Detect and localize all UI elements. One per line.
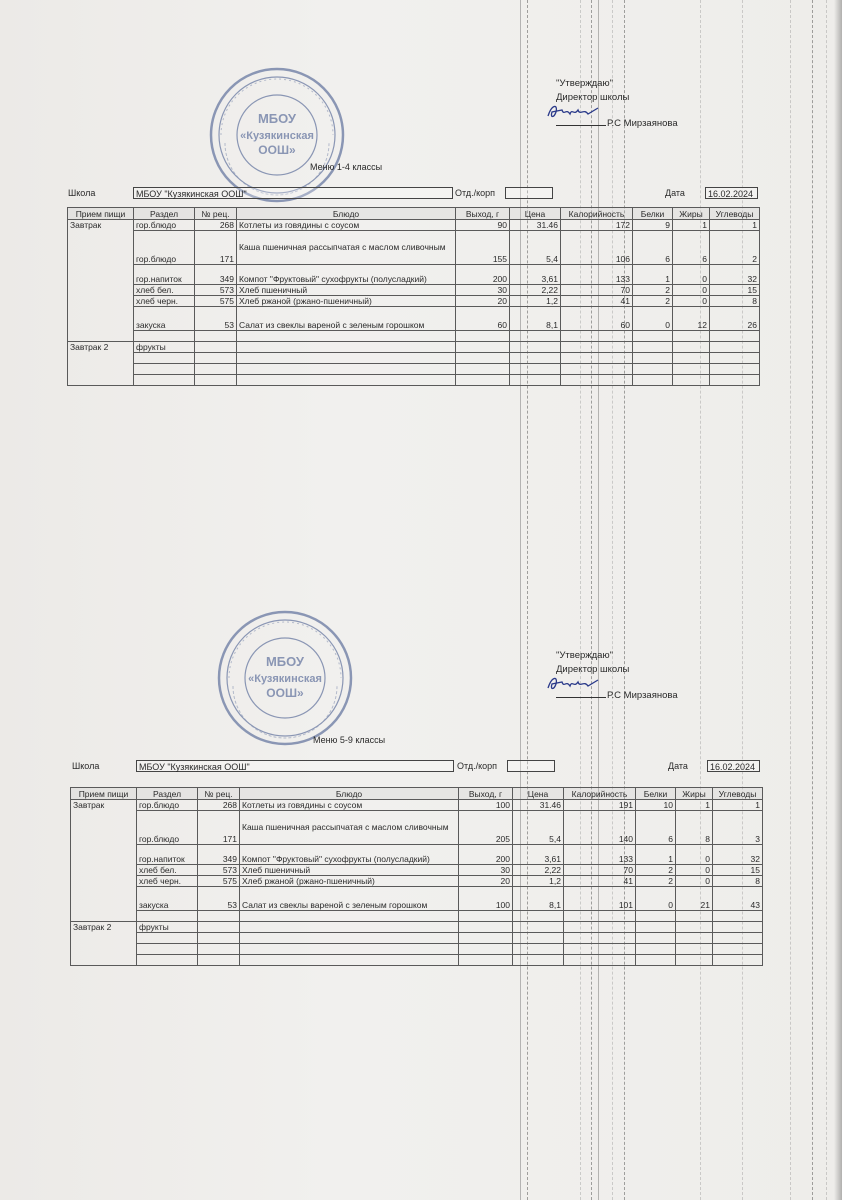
section-cell: хлеб черн. xyxy=(137,876,198,887)
school-field: МБОУ "Кузякинская ООШ" xyxy=(136,760,454,772)
kcal-cell: 133 xyxy=(561,265,633,285)
scan-streak xyxy=(580,0,581,1200)
weight-cell: 200 xyxy=(459,845,513,865)
table-row xyxy=(71,876,763,887)
weight-cell: 205 xyxy=(459,811,513,845)
menu-title: Меню 1-4 классы xyxy=(310,162,383,172)
approval-position: Директор школы xyxy=(556,92,630,103)
dish-cell: Хлеб пшеничный xyxy=(237,285,456,296)
section-cell: закуска xyxy=(137,887,198,911)
price-cell: 2,22 xyxy=(510,285,561,296)
stamp-name-2: ООШ» xyxy=(258,143,296,157)
col-header: Прием пищи xyxy=(68,208,134,220)
fat-cell: 0 xyxy=(673,285,710,296)
dish-cell: Хлеб ржаной (ржано-пшеничный) xyxy=(240,876,459,887)
kcal-cell: 41 xyxy=(564,876,636,887)
approval-name: Р.С Мирзаянова xyxy=(607,690,678,701)
meal-cell: Завтрак xyxy=(71,800,137,922)
signature-icon xyxy=(544,102,602,122)
kcal-cell: 191 xyxy=(564,800,636,811)
col-header: № рец. xyxy=(195,208,237,220)
kcal-cell: 41 xyxy=(561,296,633,307)
dept-label: Отд./корп xyxy=(457,761,497,771)
menu-title: Меню 5-9 классы xyxy=(313,735,386,745)
stamp-org: МБОУ xyxy=(265,654,305,669)
kcal-cell: 70 xyxy=(564,865,636,876)
col-header: Жиры xyxy=(673,208,710,220)
col-header: Жиры xyxy=(676,788,713,800)
table-row xyxy=(68,364,760,375)
fat-cell: 8 xyxy=(676,811,713,845)
protein-cell: 2 xyxy=(633,296,673,307)
dish-cell: Салат из свеклы вареной с зеленым горошком xyxy=(240,887,459,911)
fat-cell: 0 xyxy=(673,265,710,285)
carb-cell: 1 xyxy=(710,220,760,231)
col-header: Раздел xyxy=(137,788,198,800)
table-row xyxy=(68,296,760,307)
scan-streak xyxy=(700,0,701,1200)
date-field: 16.02.2024 xyxy=(705,187,758,199)
protein-cell: 6 xyxy=(636,811,676,845)
dish-cell: Хлеб пшеничный xyxy=(240,865,459,876)
fat-cell: 6 xyxy=(673,231,710,265)
carb-cell: 8 xyxy=(713,876,763,887)
approval-name: Р.С Мирзаянова xyxy=(607,118,678,129)
date-label: Дата xyxy=(665,188,685,198)
approval-block xyxy=(556,649,678,703)
kcal-cell: 60 xyxy=(561,307,633,331)
table-row xyxy=(68,353,760,364)
carb-cell: 8 xyxy=(710,296,760,307)
col-header: Углеводы xyxy=(710,208,760,220)
section-cell: закуска xyxy=(134,307,195,331)
protein-cell: 9 xyxy=(633,220,673,231)
recipe-cell: 171 xyxy=(195,231,237,265)
dish-cell: Котлеты из говядины с соусом xyxy=(240,800,459,811)
menu-table xyxy=(70,787,763,966)
recipe-cell: 53 xyxy=(195,307,237,331)
price-cell: 3,61 xyxy=(510,265,561,285)
col-header: Блюдо xyxy=(237,208,456,220)
weight-cell: 30 xyxy=(459,865,513,876)
section-cell: гор.блюдо xyxy=(137,800,198,811)
scan-streak xyxy=(520,0,521,1200)
school-label: Школа xyxy=(68,188,96,198)
carb-cell: 26 xyxy=(710,307,760,331)
scan-streak xyxy=(527,0,528,1200)
table-row xyxy=(68,307,760,331)
stamp-name-2: ООШ» xyxy=(266,686,304,700)
weight-cell: 200 xyxy=(456,265,510,285)
scan-streak xyxy=(790,0,791,1200)
round-stamp-icon xyxy=(207,65,347,205)
signature-line xyxy=(556,697,606,698)
carb-cell: 43 xyxy=(713,887,763,911)
recipe-cell: 349 xyxy=(195,265,237,285)
scan-streak xyxy=(612,0,613,1200)
price-cell: 31.46 xyxy=(513,800,564,811)
col-header: Белки xyxy=(636,788,676,800)
approval-title: "Утверждаю" xyxy=(556,78,613,89)
dish-cell: Каша пшеничная рассыпчатая с маслом сливочным xyxy=(237,231,456,265)
protein-cell: 1 xyxy=(633,265,673,285)
section-cell: хлеб черн. xyxy=(134,296,195,307)
carb-cell: 32 xyxy=(710,265,760,285)
section-cell: гор.блюдо xyxy=(134,220,195,231)
price-cell: 5,4 xyxy=(513,811,564,845)
meal-cell: Завтрак 2 xyxy=(71,922,137,966)
fat-cell: 0 xyxy=(676,876,713,887)
kcal-cell: 133 xyxy=(564,845,636,865)
protein-cell: 0 xyxy=(636,887,676,911)
fat-cell: 1 xyxy=(676,800,713,811)
col-header: Цена xyxy=(510,208,561,220)
price-cell: 31.46 xyxy=(510,220,561,231)
section-cell: гор.напиток xyxy=(134,265,195,285)
col-header: Прием пищи xyxy=(71,788,137,800)
fat-cell: 0 xyxy=(676,845,713,865)
table-row xyxy=(68,375,760,386)
recipe-cell: 349 xyxy=(198,845,240,865)
col-header: Блюдо xyxy=(240,788,459,800)
fat-cell: 0 xyxy=(673,296,710,307)
weight-cell: 100 xyxy=(459,800,513,811)
table-row xyxy=(68,285,760,296)
protein-cell: 6 xyxy=(633,231,673,265)
scan-edge-shadow xyxy=(834,0,842,1200)
col-header: Раздел xyxy=(134,208,195,220)
weight-cell: 100 xyxy=(459,887,513,911)
section-cell: гор.блюдо xyxy=(134,231,195,265)
kcal-cell: 101 xyxy=(564,887,636,911)
fat-cell: 12 xyxy=(673,307,710,331)
protein-cell: 1 xyxy=(636,845,676,865)
recipe-cell: 575 xyxy=(198,876,240,887)
col-header: Калорийность xyxy=(561,208,633,220)
protein-cell: 10 xyxy=(636,800,676,811)
price-cell: 1,2 xyxy=(513,876,564,887)
protein-cell: 2 xyxy=(636,865,676,876)
kcal-cell: 172 xyxy=(561,220,633,231)
col-header: Углеводы xyxy=(713,788,763,800)
col-header: Белки xyxy=(633,208,673,220)
kcal-cell: 106 xyxy=(561,231,633,265)
scan-streak xyxy=(598,0,599,1200)
section-cell: фрукты xyxy=(137,922,198,933)
col-header: Выход, г xyxy=(456,208,510,220)
meal-cell: Завтрак xyxy=(68,220,134,342)
approval-position: Директор школы xyxy=(556,664,630,675)
price-cell: 1,2 xyxy=(510,296,561,307)
table-row xyxy=(68,331,760,342)
price-cell: 8,1 xyxy=(513,887,564,911)
table-row xyxy=(71,845,763,865)
col-header: Выход, г xyxy=(459,788,513,800)
carb-cell: 3 xyxy=(713,811,763,845)
dept-field xyxy=(505,187,553,199)
scan-streak xyxy=(624,0,625,1200)
dept-label: Отд./корп xyxy=(455,188,495,198)
weight-cell: 30 xyxy=(456,285,510,296)
menu-table xyxy=(67,207,760,386)
dish-cell: Хлеб ржаной (ржано-пшеничный) xyxy=(237,296,456,307)
school-label: Школа xyxy=(72,761,100,771)
protein-cell: 2 xyxy=(633,285,673,296)
col-header: № рец. xyxy=(198,788,240,800)
carb-cell: 1 xyxy=(713,800,763,811)
carb-cell: 2 xyxy=(710,231,760,265)
table-row xyxy=(71,865,763,876)
table-row xyxy=(71,944,763,955)
dept-field xyxy=(507,760,555,772)
price-cell: 2,22 xyxy=(513,865,564,876)
col-header: Калорийность xyxy=(564,788,636,800)
table-row xyxy=(71,811,763,845)
scan-streak xyxy=(742,0,743,1200)
kcal-cell: 70 xyxy=(561,285,633,296)
price-cell: 8,1 xyxy=(510,307,561,331)
recipe-cell: 573 xyxy=(195,285,237,296)
dish-cell: Салат из свеклы вареной с зеленым горошком xyxy=(237,307,456,331)
recipe-cell: 575 xyxy=(195,296,237,307)
kcal-cell: 140 xyxy=(564,811,636,845)
table-row xyxy=(68,220,760,231)
recipe-cell: 171 xyxy=(198,811,240,845)
section-cell: хлеб бел. xyxy=(137,865,198,876)
section-cell: хлеб бел. xyxy=(134,285,195,296)
table-row xyxy=(71,887,763,911)
weight-cell: 60 xyxy=(456,307,510,331)
table-header xyxy=(68,208,760,220)
recipe-cell: 53 xyxy=(198,887,240,911)
scan-streak xyxy=(812,0,813,1200)
table-row xyxy=(71,955,763,966)
stamp-name-1: «Кузякинская xyxy=(248,673,322,685)
approval-title: "Утверждаю" xyxy=(556,650,613,661)
round-stamp-icon xyxy=(215,608,355,748)
stamp-org: МБОУ xyxy=(257,111,297,126)
fat-cell: 0 xyxy=(676,865,713,876)
fat-cell: 1 xyxy=(673,220,710,231)
signature-line xyxy=(556,125,606,126)
date-field: 16.02.2024 xyxy=(707,760,760,772)
weight-cell: 155 xyxy=(456,231,510,265)
weight-cell: 20 xyxy=(456,296,510,307)
dish-cell: Котлеты из говядины с соусом xyxy=(237,220,456,231)
carb-cell: 15 xyxy=(710,285,760,296)
dish-cell: Компот "Фруктовый" сухофрукты (полусладкий) xyxy=(237,265,456,285)
table-row xyxy=(68,231,760,265)
table-row xyxy=(68,342,760,353)
dish-cell: Компот "Фруктовый" сухофрукты (полусладкий) xyxy=(240,845,459,865)
dish-cell: Каша пшеничная рассыпчатая с маслом сливочным xyxy=(240,811,459,845)
table-header xyxy=(71,788,763,800)
carb-cell: 32 xyxy=(713,845,763,865)
scan-streak xyxy=(826,0,827,1200)
scan-streak xyxy=(591,0,592,1200)
price-cell: 3,61 xyxy=(513,845,564,865)
price-cell: 5,4 xyxy=(510,231,561,265)
protein-cell: 0 xyxy=(633,307,673,331)
signature-icon xyxy=(544,674,602,694)
table-row xyxy=(71,933,763,944)
date-label: Дата xyxy=(668,761,688,771)
approval-block xyxy=(556,77,678,131)
weight-cell: 90 xyxy=(456,220,510,231)
fat-cell: 21 xyxy=(676,887,713,911)
section-cell: фрукты xyxy=(134,342,195,353)
table-row xyxy=(71,922,763,933)
carb-cell: 15 xyxy=(713,865,763,876)
stamp-name-1: «Кузякинская xyxy=(240,130,314,142)
table-row xyxy=(68,265,760,285)
table-row xyxy=(71,911,763,922)
protein-cell: 2 xyxy=(636,876,676,887)
recipe-cell: 268 xyxy=(198,800,240,811)
col-header: Цена xyxy=(513,788,564,800)
recipe-cell: 573 xyxy=(198,865,240,876)
weight-cell: 20 xyxy=(459,876,513,887)
school-field: МБОУ "Кузякинская ООШ" xyxy=(133,187,453,199)
section-cell: гор.блюдо xyxy=(137,811,198,845)
table-row xyxy=(71,800,763,811)
section-cell: гор.напиток xyxy=(137,845,198,865)
recipe-cell: 268 xyxy=(195,220,237,231)
meal-cell: Завтрак 2 xyxy=(68,342,134,386)
